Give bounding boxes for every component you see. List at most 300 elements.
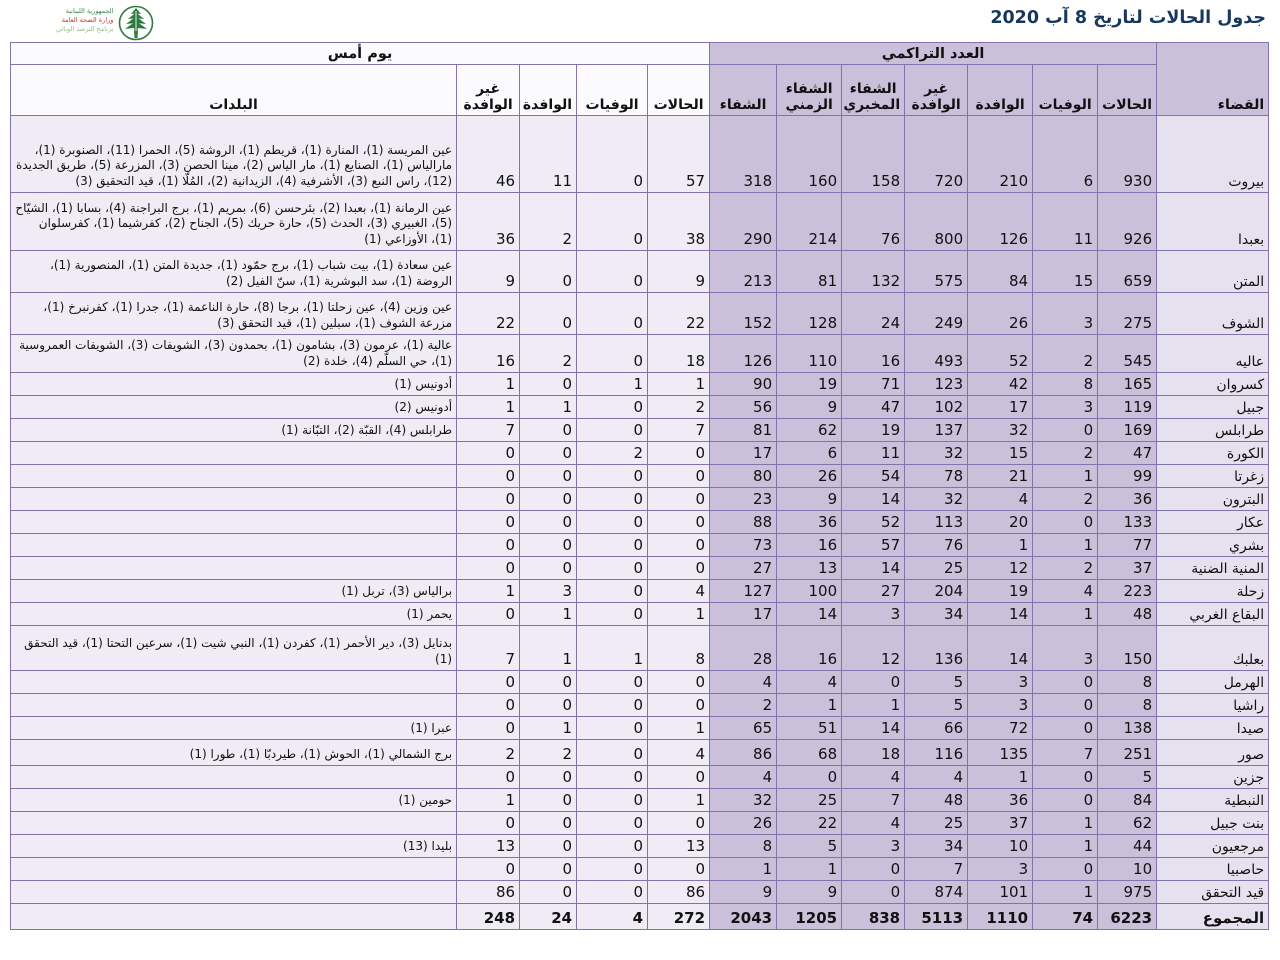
yesterday-value-cell: 0 bbox=[457, 557, 520, 580]
cumulative-value-cell: 3 bbox=[968, 671, 1033, 694]
district-cell: بعبدا bbox=[1157, 193, 1269, 251]
yesterday-value-cell: 1 bbox=[457, 789, 520, 812]
cumulative-value-cell: 21 bbox=[968, 465, 1033, 488]
cumulative-value-cell: 10 bbox=[968, 835, 1033, 858]
yesterday-value-cell: 0 bbox=[577, 740, 648, 766]
district-cell: بيروت bbox=[1157, 116, 1269, 193]
logo-line-ministry: وزارة الصحة العامة bbox=[61, 15, 114, 24]
yesterday-value-cell: 0 bbox=[520, 293, 577, 335]
cumulative-value-cell: 71 bbox=[842, 373, 905, 396]
cumulative-value-cell: 32 bbox=[710, 789, 777, 812]
cumulative-value-cell: 77 bbox=[1098, 534, 1157, 557]
cumulative-value-cell: 100 bbox=[777, 580, 842, 603]
yesterday-value-cell: 1 bbox=[457, 396, 520, 419]
cumulative-value-cell: 874 bbox=[905, 881, 968, 904]
cumulative-value-cell: 32 bbox=[905, 442, 968, 465]
cumulative-value-cell: 28 bbox=[710, 626, 777, 671]
yesterday-value-cell: 0 bbox=[520, 766, 577, 789]
cumulative-value-cell: 65 bbox=[710, 717, 777, 740]
yesterday-value-cell: 0 bbox=[577, 580, 648, 603]
cumulative-value-cell: 138 bbox=[1098, 717, 1157, 740]
yesterday-value-cell: 2 bbox=[520, 335, 577, 373]
yesterday-value-cell: 1 bbox=[520, 717, 577, 740]
yesterday-value-cell: 0 bbox=[577, 193, 648, 251]
cumulative-value-cell: 249 bbox=[905, 293, 968, 335]
cumulative-value-cell: 20 bbox=[968, 511, 1033, 534]
towns-cell: عين وزين (4)، عين زحلتا (1)، برجا (8)، حارة الناعمة (1)، جدرا (1)، كفرنبرخ (1)، مزرعة الشوف (1)، سبلين (1)، قيد التحقق (3) bbox=[11, 293, 457, 335]
cumulative-value-cell: 18 bbox=[842, 740, 905, 766]
cumulative-value-cell: 80 bbox=[710, 465, 777, 488]
cumulative-value-cell: 90 bbox=[710, 373, 777, 396]
cumulative-value-cell: 81 bbox=[710, 419, 777, 442]
cumulative-value-cell: 19 bbox=[842, 419, 905, 442]
cumulative-value-cell: 160 bbox=[777, 116, 842, 193]
district-cell: النبطية bbox=[1157, 789, 1269, 812]
cumulative-value-cell: 9 bbox=[777, 881, 842, 904]
cumulative-value-cell: 975 bbox=[1098, 881, 1157, 904]
towns-cell: عبرا (1) bbox=[11, 717, 457, 740]
table-row bbox=[11, 442, 1269, 465]
cumulative-value-cell: 3 bbox=[1033, 293, 1098, 335]
table-row bbox=[11, 511, 1269, 534]
cumulative-value-cell: 81 bbox=[777, 251, 842, 293]
yesterday-value-cell: 0 bbox=[577, 116, 648, 193]
yesterday-value-cell: 0 bbox=[648, 557, 710, 580]
cumulative-value-cell: 17 bbox=[710, 603, 777, 626]
yesterday-value-cell: 0 bbox=[577, 293, 648, 335]
district-cell: بشري bbox=[1157, 534, 1269, 557]
cumulative-value-cell: 1 bbox=[1033, 881, 1098, 904]
cumulative-value-cell: 14 bbox=[842, 488, 905, 511]
yesterday-value-cell: 1 bbox=[520, 396, 577, 419]
cumulative-value-cell: 169 bbox=[1098, 419, 1157, 442]
yesterday-value-cell: 0 bbox=[577, 881, 648, 904]
cumulative-value-cell: 659 bbox=[1098, 251, 1157, 293]
yesterday-value-cell: 0 bbox=[648, 465, 710, 488]
district-cell: صيدا bbox=[1157, 717, 1269, 740]
yesterday-value-cell: 0 bbox=[520, 671, 577, 694]
district-cell: بنت جبيل bbox=[1157, 812, 1269, 835]
cumulative-value-cell: 6 bbox=[1033, 116, 1098, 193]
cumulative-value-cell: 128 bbox=[777, 293, 842, 335]
cumulative-value-cell: 0 bbox=[842, 671, 905, 694]
table-row bbox=[11, 488, 1269, 511]
cumulative-value-cell: 1 bbox=[777, 694, 842, 717]
qada-column-header: القضاء bbox=[1157, 43, 1269, 116]
cumulative-value-cell: 1 bbox=[1033, 835, 1098, 858]
table-row bbox=[11, 293, 1269, 335]
towns-column-header: البلدات bbox=[11, 65, 457, 116]
yesterday-value-cell: 0 bbox=[457, 671, 520, 694]
yesterday-value-cell: 7 bbox=[648, 419, 710, 442]
table-row bbox=[11, 557, 1269, 580]
cumulative-value-cell: 3 bbox=[1033, 396, 1098, 419]
yesterday-value-cell: 7 bbox=[457, 419, 520, 442]
table-row bbox=[11, 465, 1269, 488]
cumulative-value-cell: 17 bbox=[968, 396, 1033, 419]
logo-line-republic: الجمهورية اللبنانية bbox=[65, 7, 114, 15]
table-row bbox=[11, 116, 1269, 193]
yesterday-value-cell: 1 bbox=[520, 603, 577, 626]
cumulative-value-cell: 10 bbox=[1098, 858, 1157, 881]
cumulative-value-cell: 123 bbox=[905, 373, 968, 396]
cumulative-value-cell: 135 bbox=[968, 740, 1033, 766]
cumulative-value-cell: 318 bbox=[710, 116, 777, 193]
cumulative-value-cell: 4 bbox=[905, 766, 968, 789]
district-cell: الهرمل bbox=[1157, 671, 1269, 694]
cumulative-value-cell: 36 bbox=[968, 789, 1033, 812]
cumulative-value-cell: 3 bbox=[842, 835, 905, 858]
district-cell: صور bbox=[1157, 740, 1269, 766]
table-row bbox=[11, 335, 1269, 373]
cumulative-value-cell: 213 bbox=[710, 251, 777, 293]
towns-cell bbox=[11, 904, 457, 930]
table-row bbox=[11, 603, 1269, 626]
cumulative-value-cell: 8 bbox=[710, 835, 777, 858]
cumulative-value-cell: 37 bbox=[1098, 557, 1157, 580]
yesterday-value-cell: 0 bbox=[648, 534, 710, 557]
yesterday-value-cell: 57 bbox=[648, 116, 710, 193]
cumulative-value-cell: 44 bbox=[1098, 835, 1157, 858]
cumulative-value-cell: 16 bbox=[842, 335, 905, 373]
yesterday-value-cell: 0 bbox=[457, 511, 520, 534]
yesterday-value-cell: 0 bbox=[457, 534, 520, 557]
table-row bbox=[11, 534, 1269, 557]
yesterday-value-cell: 1 bbox=[577, 626, 648, 671]
cumulative-value-cell: 158 bbox=[842, 116, 905, 193]
yesterday-value-cell: 0 bbox=[520, 465, 577, 488]
cumulative-value-cell: 1 bbox=[968, 534, 1033, 557]
cumulative-value-cell: 1 bbox=[1033, 465, 1098, 488]
cumulative-value-cell: 3 bbox=[842, 603, 905, 626]
district-cell: المجموع bbox=[1157, 904, 1269, 930]
cumulative-value-cell: 2 bbox=[1033, 557, 1098, 580]
cases-table bbox=[10, 42, 1269, 930]
cumulative-value-cell: 14 bbox=[842, 557, 905, 580]
cumulative-value-cell: 78 bbox=[905, 465, 968, 488]
cumulative-value-cell: 25 bbox=[777, 789, 842, 812]
yesterday-value-cell: 0 bbox=[648, 671, 710, 694]
cumulative-value-cell: 36 bbox=[777, 511, 842, 534]
cumulative-value-cell: 76 bbox=[842, 193, 905, 251]
cumulative-value-cell: 86 bbox=[710, 740, 777, 766]
cumulative-value-cell: 48 bbox=[1098, 603, 1157, 626]
yesterday-value-cell: 0 bbox=[577, 419, 648, 442]
logo-line-program: برنامج الترصد الوبائي bbox=[56, 24, 114, 33]
cumulative-value-cell: 2 bbox=[1033, 335, 1098, 373]
cumulative-value-cell: 32 bbox=[968, 419, 1033, 442]
table-row bbox=[11, 766, 1269, 789]
district-cell: حاصبيا bbox=[1157, 858, 1269, 881]
yesterday-value-cell: 0 bbox=[520, 488, 577, 511]
cumulative-value-cell: 2 bbox=[1033, 442, 1098, 465]
yesterday-value-cell: 0 bbox=[457, 442, 520, 465]
cumulative-value-cell: 52 bbox=[842, 511, 905, 534]
towns-cell: برج الشمالي (1)، الحوش (1)، طيردبّا (1)، طورا (1) bbox=[11, 740, 457, 766]
cumulative-value-cell: 16 bbox=[777, 534, 842, 557]
cumulative-value-cell: 88 bbox=[710, 511, 777, 534]
cumulative-group-header: العدد التراكمي bbox=[710, 43, 1157, 65]
cumulative-value-cell: 127 bbox=[710, 580, 777, 603]
cumulative-value-cell: 4 bbox=[842, 812, 905, 835]
cumulative-value-cell: 84 bbox=[968, 251, 1033, 293]
table-row bbox=[11, 580, 1269, 603]
cumulative-value-cell: 73 bbox=[710, 534, 777, 557]
towns-cell bbox=[11, 858, 457, 881]
cumulative-value-cell: 720 bbox=[905, 116, 968, 193]
yesterday-value-cell: 46 bbox=[457, 116, 520, 193]
cumulative-value-cell: 0 bbox=[1033, 717, 1098, 740]
yesterday-value-cell: 2 bbox=[577, 442, 648, 465]
cumulative-value-cell: 926 bbox=[1098, 193, 1157, 251]
cumulative-value-cell: 26 bbox=[777, 465, 842, 488]
cumulative-value-cell: 72 bbox=[968, 717, 1033, 740]
cumulative-value-cell: 1205 bbox=[777, 904, 842, 930]
cumulative-value-cell: 47 bbox=[1098, 442, 1157, 465]
district-cell: البترون bbox=[1157, 488, 1269, 511]
cumulative-value-cell: 493 bbox=[905, 335, 968, 373]
cumulative-value-cell: 14 bbox=[842, 717, 905, 740]
yesterday-value-cell: 0 bbox=[520, 442, 577, 465]
yesterday-value-cell: 86 bbox=[648, 881, 710, 904]
cumulative-value-cell: 27 bbox=[842, 580, 905, 603]
cumulative-value-cell: 14 bbox=[968, 603, 1033, 626]
yesterday-value-cell: 3 bbox=[520, 580, 577, 603]
yesterday-value-cell: 0 bbox=[520, 511, 577, 534]
cumulative-value-cell: 137 bbox=[905, 419, 968, 442]
yesterday-value-cell: 0 bbox=[520, 835, 577, 858]
table-body bbox=[11, 116, 1269, 930]
cumulative-value-cell: 116 bbox=[905, 740, 968, 766]
yesterday-value-cell: 0 bbox=[520, 694, 577, 717]
towns-cell bbox=[11, 511, 457, 534]
cumulative-value-cell: 0 bbox=[1033, 789, 1098, 812]
district-cell: عكار bbox=[1157, 511, 1269, 534]
header-group-row bbox=[11, 43, 1269, 65]
cumulative-value-cell: 36 bbox=[1098, 488, 1157, 511]
district-cell: جبيل bbox=[1157, 396, 1269, 419]
yest-cases-header: الحالات bbox=[648, 65, 710, 116]
cumulative-value-cell: 214 bbox=[777, 193, 842, 251]
yesterday-value-cell: 0 bbox=[457, 465, 520, 488]
cumulative-value-cell: 1110 bbox=[968, 904, 1033, 930]
yesterday-value-cell: 0 bbox=[457, 858, 520, 881]
cumulative-value-cell: 5 bbox=[905, 694, 968, 717]
cumulative-value-cell: 34 bbox=[905, 603, 968, 626]
cumulative-value-cell: 9 bbox=[777, 396, 842, 419]
cumulative-value-cell: 1 bbox=[842, 694, 905, 717]
yesterday-value-cell: 0 bbox=[648, 858, 710, 881]
yesterday-value-cell: 0 bbox=[577, 251, 648, 293]
cumulative-value-cell: 25 bbox=[905, 812, 968, 835]
towns-cell bbox=[11, 534, 457, 557]
cumulative-value-cell: 9 bbox=[710, 881, 777, 904]
cumulative-value-cell: 84 bbox=[1098, 789, 1157, 812]
cumulative-value-cell: 15 bbox=[968, 442, 1033, 465]
district-cell: المتن bbox=[1157, 251, 1269, 293]
towns-cell bbox=[11, 812, 457, 835]
table-row bbox=[11, 881, 1269, 904]
cumulative-value-cell: 15 bbox=[1033, 251, 1098, 293]
towns-cell: بدنايل (3)، دير الأحمر (1)، كفردن (1)، النبي شيت (1)، سرعين التحتا (1)، قيد التحقق (1) bbox=[11, 626, 457, 671]
cumulative-value-cell: 204 bbox=[905, 580, 968, 603]
cumulative-value-cell: 5 bbox=[1098, 766, 1157, 789]
cumulative-value-cell: 132 bbox=[842, 251, 905, 293]
cumulative-value-cell: 26 bbox=[710, 812, 777, 835]
cumulative-value-cell: 8 bbox=[1098, 671, 1157, 694]
yesterday-value-cell: 1 bbox=[648, 717, 710, 740]
cumulative-value-cell: 27 bbox=[710, 557, 777, 580]
yesterday-value-cell: 0 bbox=[648, 442, 710, 465]
cumulative-value-cell: 7 bbox=[1033, 740, 1098, 766]
cum-deaths-header: الوفيات bbox=[1033, 65, 1098, 116]
cumulative-value-cell: 11 bbox=[1033, 193, 1098, 251]
cumulative-value-cell: 8 bbox=[1098, 694, 1157, 717]
yesterday-value-cell: 0 bbox=[577, 766, 648, 789]
yesterday-value-cell: 0 bbox=[457, 766, 520, 789]
cumulative-value-cell: 0 bbox=[842, 858, 905, 881]
table-row bbox=[11, 626, 1269, 671]
table-row bbox=[11, 835, 1269, 858]
district-cell: المنية الضنية bbox=[1157, 557, 1269, 580]
cumulative-value-cell: 4 bbox=[1033, 580, 1098, 603]
towns-cell: أدونيس (1) bbox=[11, 373, 457, 396]
yesterday-value-cell: 8 bbox=[648, 626, 710, 671]
cumulative-value-cell: 838 bbox=[842, 904, 905, 930]
cumulative-value-cell: 0 bbox=[1033, 858, 1098, 881]
cumulative-value-cell: 4 bbox=[777, 671, 842, 694]
cumulative-value-cell: 2 bbox=[1033, 488, 1098, 511]
yesterday-value-cell: 0 bbox=[648, 766, 710, 789]
yesterday-value-cell: 1 bbox=[457, 580, 520, 603]
yesterday-value-cell: 0 bbox=[457, 488, 520, 511]
yesterday-value-cell: 2 bbox=[457, 740, 520, 766]
cumulative-value-cell: 12 bbox=[842, 626, 905, 671]
yesterday-value-cell: 1 bbox=[457, 373, 520, 396]
yesterday-value-cell: 2 bbox=[520, 193, 577, 251]
district-cell: زحلة bbox=[1157, 580, 1269, 603]
yesterday-value-cell: 22 bbox=[648, 293, 710, 335]
yesterday-value-cell: 11 bbox=[520, 116, 577, 193]
cumulative-value-cell: 930 bbox=[1098, 116, 1157, 193]
cumulative-value-cell: 0 bbox=[1033, 766, 1098, 789]
yesterday-value-cell: 1 bbox=[648, 373, 710, 396]
cedar-tree-icon bbox=[117, 4, 155, 44]
yesterday-value-cell: 0 bbox=[577, 557, 648, 580]
cumulative-value-cell: 9 bbox=[777, 488, 842, 511]
cumulative-value-cell: 0 bbox=[1033, 419, 1098, 442]
yesterday-value-cell: 38 bbox=[648, 193, 710, 251]
yesterday-value-cell: 0 bbox=[520, 251, 577, 293]
towns-cell: حومين (1) bbox=[11, 789, 457, 812]
cumulative-value-cell: 47 bbox=[842, 396, 905, 419]
yesterday-value-cell: 0 bbox=[577, 694, 648, 717]
yesterday-value-cell: 2 bbox=[648, 396, 710, 419]
cumulative-value-cell: 0 bbox=[777, 766, 842, 789]
table-row bbox=[11, 740, 1269, 766]
cumulative-value-cell: 22 bbox=[777, 812, 842, 835]
cumulative-value-cell: 165 bbox=[1098, 373, 1157, 396]
cumulative-value-cell: 1 bbox=[1033, 812, 1098, 835]
table-row bbox=[11, 373, 1269, 396]
yesterday-value-cell: 0 bbox=[577, 488, 648, 511]
cumulative-value-cell: 6223 bbox=[1098, 904, 1157, 930]
table-header bbox=[11, 43, 1269, 116]
cumulative-value-cell: 1 bbox=[1033, 603, 1098, 626]
table-row bbox=[11, 694, 1269, 717]
cumulative-value-cell: 52 bbox=[968, 335, 1033, 373]
towns-cell bbox=[11, 557, 457, 580]
yesterday-value-cell: 0 bbox=[577, 835, 648, 858]
cumulative-value-cell: 19 bbox=[777, 373, 842, 396]
table-row bbox=[11, 193, 1269, 251]
yesterday-value-cell: 1 bbox=[648, 603, 710, 626]
cumulative-value-cell: 0 bbox=[1033, 511, 1098, 534]
yesterday-value-cell: 248 bbox=[457, 904, 520, 930]
cumulative-value-cell: 24 bbox=[842, 293, 905, 335]
yesterday-value-cell: 18 bbox=[648, 335, 710, 373]
cumulative-value-cell: 19 bbox=[968, 580, 1033, 603]
towns-cell: عين المريسة (1)، المنارة (1)، قريطم (1)، الروشة (5)، الحمرا (11)، الصنوبرة (1)، مارالياس (1)، الصنايع (1)، مار الياس (2)، مينا الحصن (3)، المزرعة (5)، طريق الجديدة (12)، راس النبع (3)، الأشرفية (4)، الزيدانية (2)، المُلّا (1)، قيد التحقيق (3) bbox=[11, 116, 457, 193]
district-cell: عاليه bbox=[1157, 335, 1269, 373]
yesterday-value-cell: 272 bbox=[648, 904, 710, 930]
cumulative-value-cell: 13 bbox=[777, 557, 842, 580]
towns-cell bbox=[11, 465, 457, 488]
cumulative-value-cell: 0 bbox=[1033, 671, 1098, 694]
cumulative-value-cell: 17 bbox=[710, 442, 777, 465]
yesterday-value-cell: 13 bbox=[457, 835, 520, 858]
cumulative-value-cell: 26 bbox=[968, 293, 1033, 335]
cumulative-value-cell: 102 bbox=[905, 396, 968, 419]
cumulative-value-cell: 7 bbox=[842, 789, 905, 812]
cumulative-value-cell: 37 bbox=[968, 812, 1033, 835]
yesterday-value-cell: 4 bbox=[577, 904, 648, 930]
table-row bbox=[11, 858, 1269, 881]
yesterday-value-cell: 22 bbox=[457, 293, 520, 335]
district-cell: البقاع الغربي bbox=[1157, 603, 1269, 626]
yesterday-value-cell: 0 bbox=[577, 671, 648, 694]
table-row bbox=[11, 717, 1269, 740]
yesterday-value-cell: 13 bbox=[648, 835, 710, 858]
yesterday-value-cell: 0 bbox=[577, 534, 648, 557]
towns-cell bbox=[11, 488, 457, 511]
yesterday-value-cell: 0 bbox=[520, 534, 577, 557]
cumulative-value-cell: 62 bbox=[777, 419, 842, 442]
cum-cases-header: الحالات bbox=[1098, 65, 1157, 116]
cumulative-value-cell: 545 bbox=[1098, 335, 1157, 373]
towns-cell: عين سعادة (1)، بيت شباب (1)، برج حمّود (1)، جديدة المتن (1)، المنصورية (1)، الروضة (1)، سد البوشرية (1)، سنّ الفيل (2) bbox=[11, 251, 457, 293]
district-cell: طرابلس bbox=[1157, 419, 1269, 442]
yesterday-value-cell: 0 bbox=[577, 511, 648, 534]
yesterday-value-cell: 0 bbox=[648, 694, 710, 717]
cumulative-value-cell: 54 bbox=[842, 465, 905, 488]
yesterday-value-cell: 0 bbox=[648, 488, 710, 511]
yesterday-value-cell: 0 bbox=[520, 881, 577, 904]
yesterday-value-cell: 0 bbox=[577, 465, 648, 488]
table-row bbox=[11, 904, 1269, 930]
cumulative-value-cell: 7 bbox=[905, 858, 968, 881]
cumulative-value-cell: 133 bbox=[1098, 511, 1157, 534]
cumulative-value-cell: 275 bbox=[1098, 293, 1157, 335]
cumulative-value-cell: 119 bbox=[1098, 396, 1157, 419]
cumulative-value-cell: 136 bbox=[905, 626, 968, 671]
yesterday-value-cell: 0 bbox=[457, 694, 520, 717]
cumulative-value-cell: 0 bbox=[1033, 694, 1098, 717]
cumulative-value-cell: 1 bbox=[968, 766, 1033, 789]
cumulative-value-cell: 57 bbox=[842, 534, 905, 557]
cumulative-value-cell: 6 bbox=[777, 442, 842, 465]
cumulative-value-cell: 223 bbox=[1098, 580, 1157, 603]
